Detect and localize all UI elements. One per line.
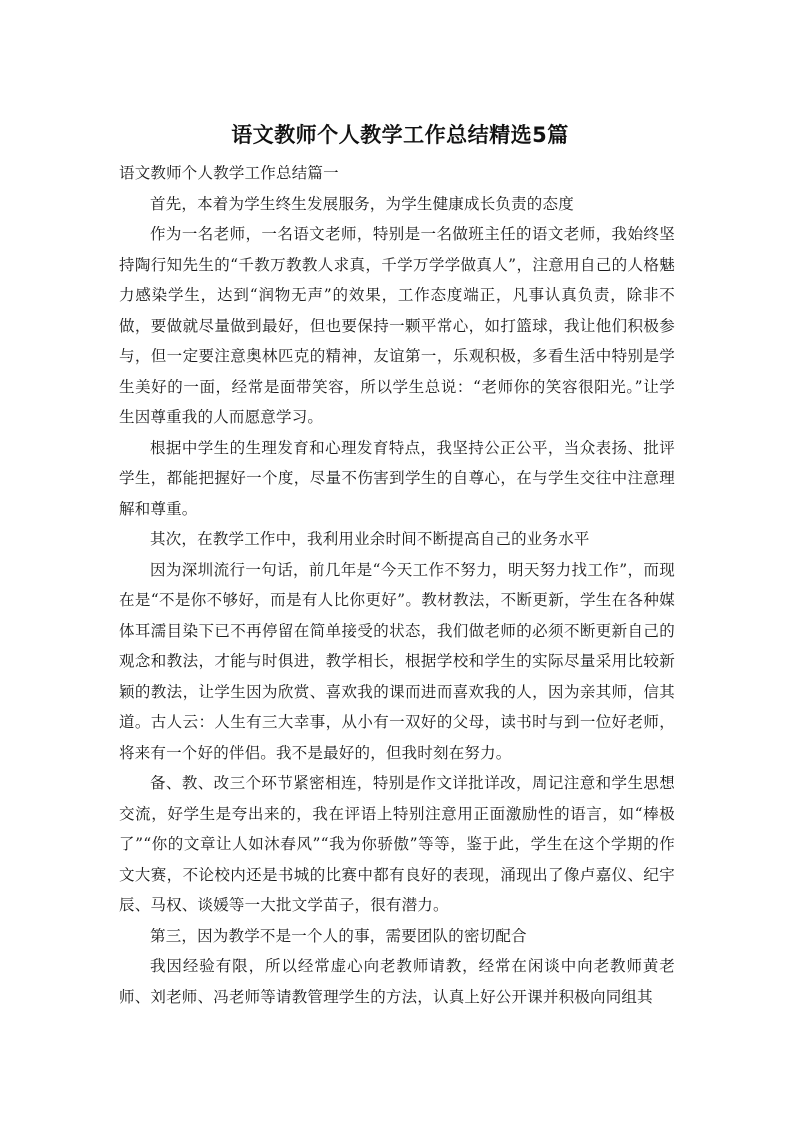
document-title: 语文教师个人教学工作总结精选5篇 [231, 123, 569, 147]
paragraph: 根据中学生的生理发育和心理发育特点，我坚持公正公平，当众表扬、批评学生，都能把握好一个度，尽量不伤害到学生的自尊心，在与学生交往中注意理解和尊重。 [119, 438, 675, 518]
paragraph: 作为一名老师，一名语文老师，特别是一名做班主任的语文老师，我始终坚持陶行知先生的“千教万教教人求真，千学万学学做真人”，注意用自己的人格魅力感染学生，达到“润物无声”的效果，工作态度端正，凡事认真负责，除非不做，要做就尽量做到最好，但也要保持一颗平常心，如打篮球，我让他们积极参与，但一定要注意奥林匹克的精神，友谊第一，乐观积极，多看生活中特别是学生美好的一面，经常是面带笑容，所以学生总说：“老师你的笑容很阳光。”让学生因尊重我的人而愿意学习。 [119, 225, 675, 426]
paragraph: 首先，本着为学生终生发展服务，为学生健康成长负责的态度 [150, 194, 574, 213]
paragraph: 第三，因为教学不是一个人的事，需要团队的密切配合 [150, 926, 527, 945]
document-body [119, 158, 675, 1012]
section-heading: 语文教师个人教学工作总结篇一 [119, 164, 339, 182]
paragraph: 备、教、改三个环节紧密相连，特别是作文详批详改，周记注意和学生思想交流，好学生是夸出来的，我在评语上特别注意用正面激励性的语言，如“棒极了”“你的文章让人如沐春风”“我为你骄傲”等等，鉴于此，学生在这个学期的作文大赛，不论校内还是书城的比赛中都有良好的表现，涌现出了像卢嘉仪、纪宇辰、马权、谈媛等一大批文学苗子，很有潜力。 [119, 774, 675, 914]
paragraph: 我因经验有限，所以经常虚心向老教师请教，经常在闲谈中向老教师黄老师、刘老师、冯老师等请教管理学生的方法，认真上好公开课并积极向同组其 [119, 957, 675, 1006]
paragraph: 其次，在教学工作中，我利用业余时间不断提高自己的业务水平 [150, 530, 590, 548]
paragraph: 因为深圳流行一句话，前几年是“今天工作不努力，明天努力找工作”，而现在是“不是你不够好，而是有人比你更好”。教材教法，不断更新，学生在各种媒体耳濡目染下已不再停留在简单接受的状态，我们做老师的必须不断更新自己的观念和教法，才能与时俱进，教学相长，根据学校和学生的实际尽量采用比较新颖的教法，让学生因为欣赏、喜欢我的课而进而喜欢我的人，因为亲其师，信其道。古人云：人生有三大幸事，从小有一双好的父母，读书时与到一位好老师，将来有一个好的伴侣。我不是最好的，但我时刻在努力。 [119, 560, 675, 762]
